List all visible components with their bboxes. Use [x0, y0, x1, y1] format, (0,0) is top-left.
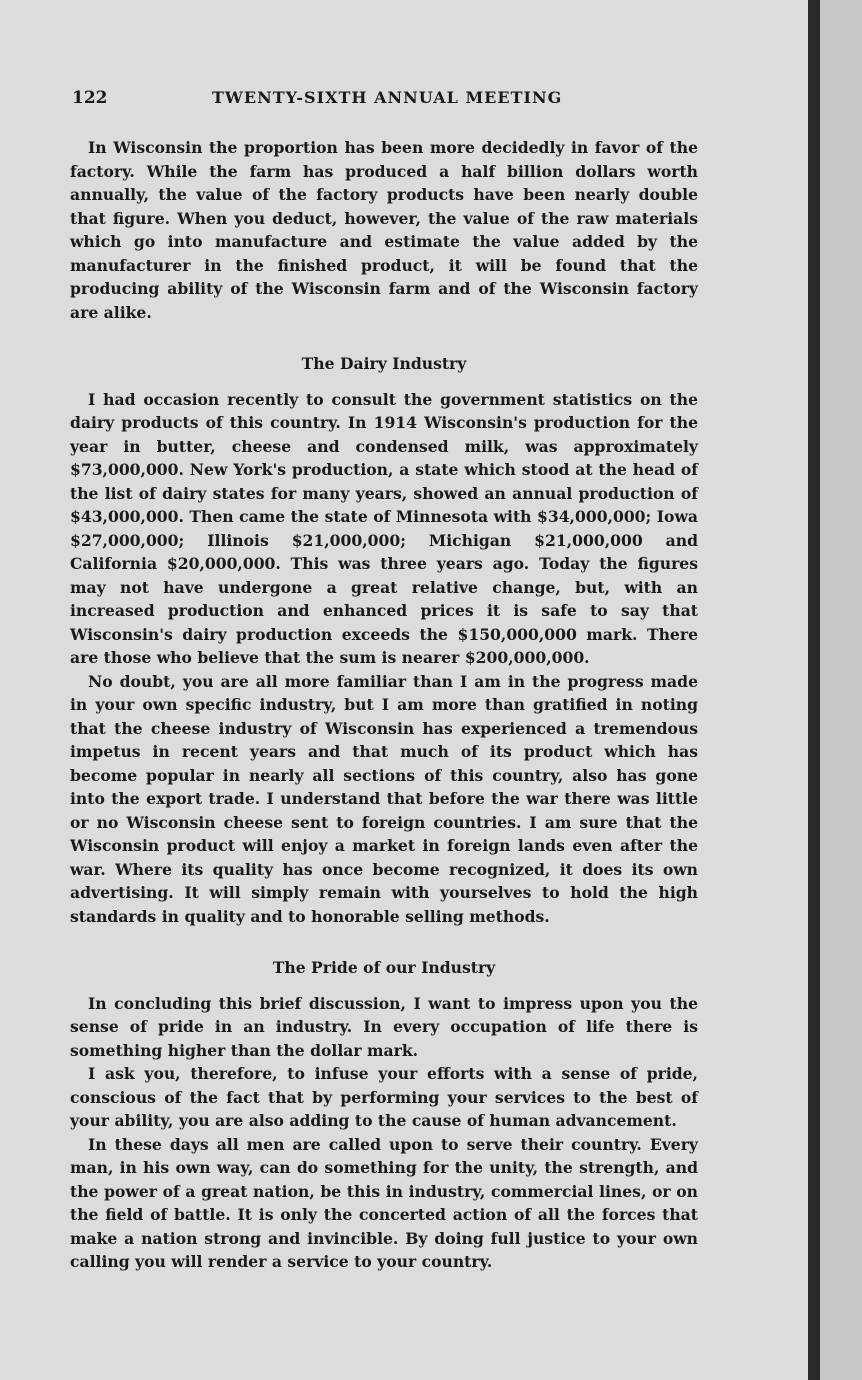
paragraph-dairy-statistics: I had occasion recently to consult the government statistics on the dairy products of this country. In 1914 Wisconsin's production for the year in butter, cheese and condensed milk, was approximately $73,000,000. New York's production, a state which stood at the head of the list of dairy states for many years, showed an annual production of $43,000,000. Then came the state of Minnesota with $34,000,000; Iowa $27,000,000; Illinois $21,000,000; Michigan $21,000,000 and California $20,000,000. This was three years ago. Today the figures may not have undergone a great relative change, but, with an increased production and enhanced prices it is safe to say that Wisconsin's dairy production exceeds the $150,000,000 mark. There are those who believe that the sum is nearer $200,000,000.	[70, 389, 698, 667]
paragraph-concluding: In concluding this brief discussion, I want to impress upon you the sense of pride in an industry. In every occupation of life there is something higher than the dollar mark.	[70, 993, 698, 1060]
paragraph-infuse-pride: I ask you, therefore, to infuse your efforts with a sense of pride, conscious of the fact that by performing your services to the best of your ability, you are also adding to the cause of human advancement.	[70, 1064, 698, 1130]
section-heading-dairy-industry: The Dairy Industry	[301, 354, 467, 373]
page-number: 122	[72, 88, 108, 108]
running-title: TWENTY-SIXTH ANNUAL MEETING	[212, 88, 563, 107]
page-body	[70, 136, 698, 1274]
book-gutter	[808, 0, 820, 1380]
paragraph-intro: In Wisconsin the proportion has been more decidedly in favor of the factory. While the farm has produced a half billion dollars worth annually, the value of the factory products have been nearly double that figure. When you deduct, however, the value of the raw materials which go into manufacture and estimate the value added by the manufacturer in the finished product, it will be found that the producing ability of the Wisconsin farm and of the Wisconsin factory are alike.	[70, 138, 698, 322]
page-header	[72, 88, 698, 114]
paragraph-cheese-industry: No doubt, you are all more familiar than I am in the progress made in your own specific industry, but I am more than gratified in noting that the cheese industry of Wisconsin has experienced a tremendous impetus in recent years and that much of its product which has become popular in nearly all sections of this country, also has gone into the export trade. I understand that before the war there was little or no Wisconsin cheese sent to foreign countries. I am sure that the Wisconsin product will enjoy a market in foreign lands even after the war. Where its quality has once become recognized, it does its own advertising. It will simply remain with yourselves to hold the high standards in quality and to honorable selling methods.	[70, 671, 698, 926]
section-heading-pride-of-industry: The Pride of our Industry	[272, 958, 496, 977]
page-edge	[820, 0, 862, 1380]
paragraph-serve-country: In these days all men are called upon to serve their country. Every man, in his own way, can do something for the unity, the strength, and the power of a great nation, be this in industry, commercial lines, or on the field of battle. It is only the concerted action of all the forces that make a nation strong and invincible. By doing full justice to your own calling you will render a service to your country.	[70, 1134, 698, 1271]
